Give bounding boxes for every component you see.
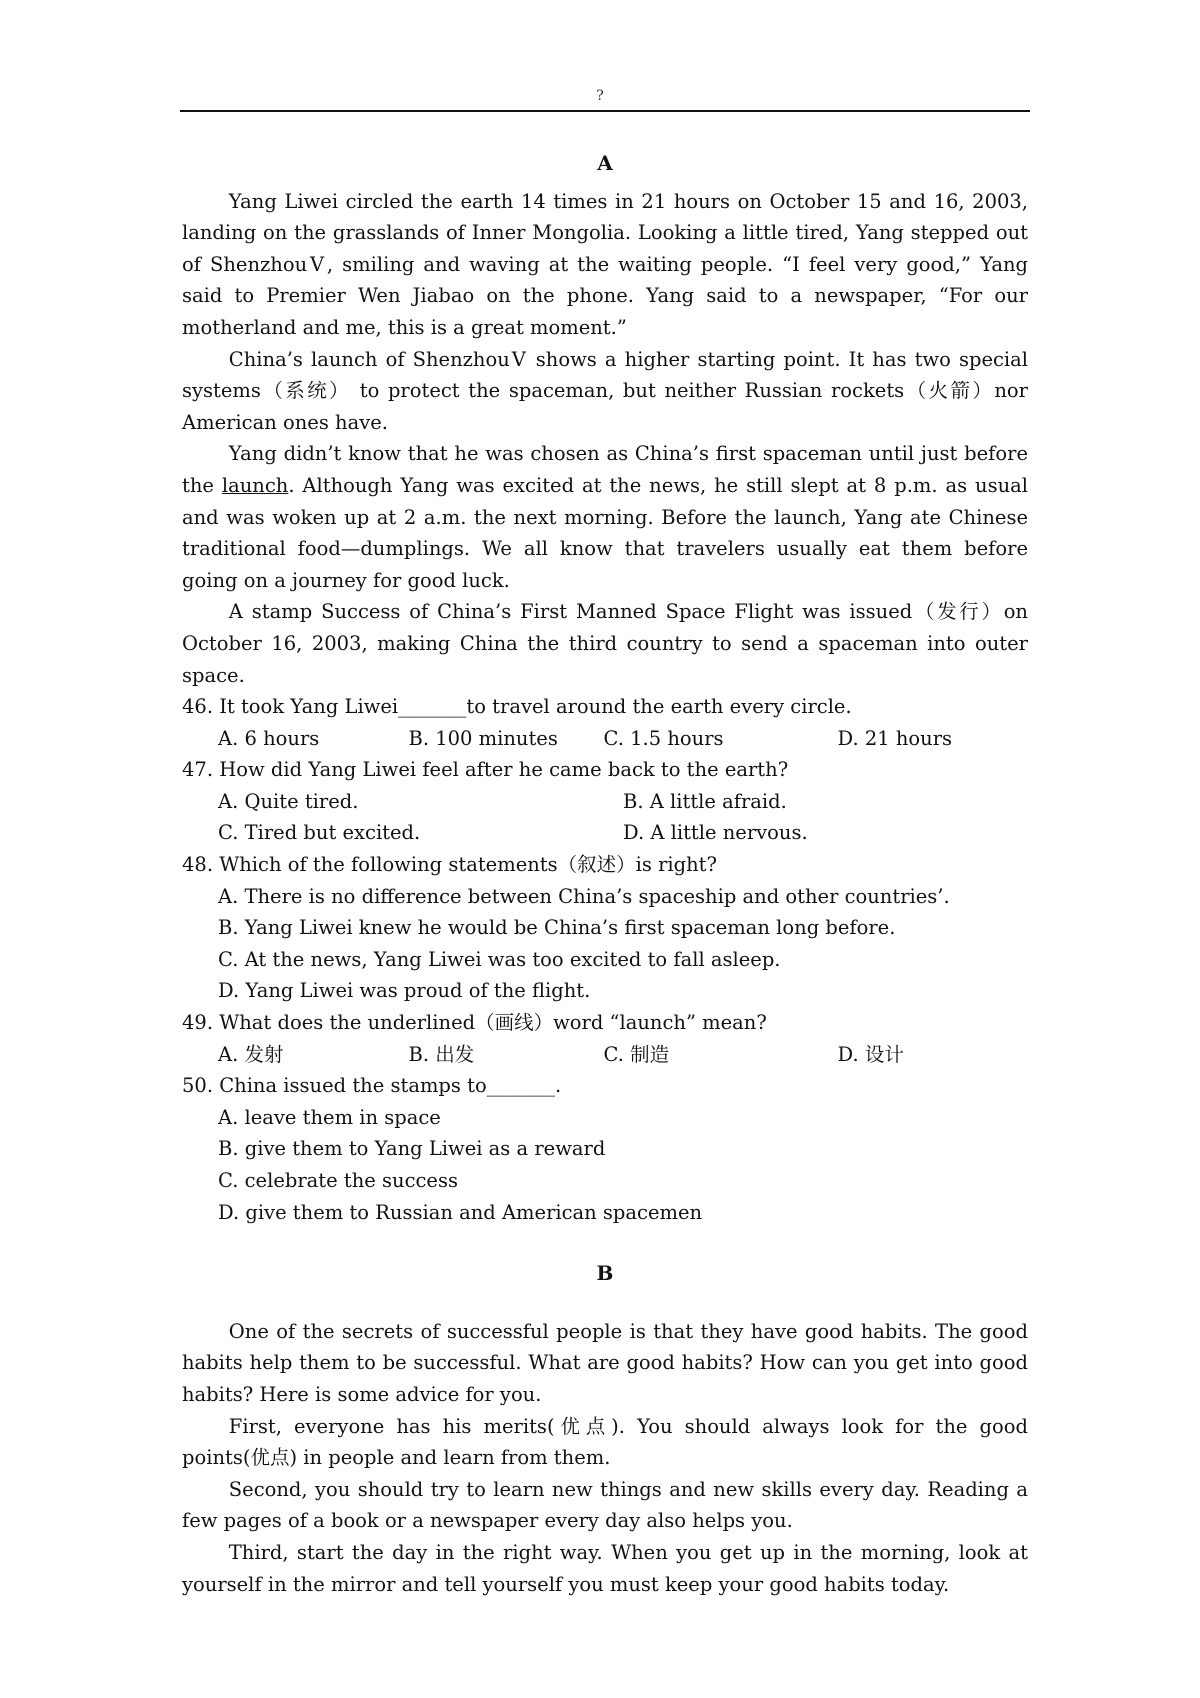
passage-b-paragraph-3: Second, you should try to learn new things and new skills every day. Reading a few pages of a book or a newspaper every day also helps you. xyxy=(182,1477,1028,1533)
question-47-options-row-1 xyxy=(182,786,1028,818)
option-c: C. celebrate the success xyxy=(218,1169,458,1192)
option-c: C. 制造 xyxy=(603,1042,670,1066)
paragraph-text: . Although Yang was excited at the news, he still slept at 8 p.m. as usual and was woken up at 2 a.m. the next morning. Before the launch, Yang ate Chinese traditional food—dumplings. We all know that travelers usually eat them before going on a journey for good luck. xyxy=(182,473,1028,592)
option-b: B. A little afraid. xyxy=(623,789,787,813)
option-d: D. A little nervous. xyxy=(623,821,808,845)
option-c: C. 1.5 hours xyxy=(603,726,724,750)
section-spacer xyxy=(182,1228,1028,1258)
option-d: D. give them to Russian and American spacemen xyxy=(218,1200,703,1224)
passage-b-paragraph-1: One of the secrets of successful people is that they have good habits. The good habits help them to be successful. What are good habits? How can you get into good habits? Here is some advice for you. xyxy=(182,1319,1028,1406)
question-47-options-row-2 xyxy=(182,817,1028,849)
header-mark: ? xyxy=(596,88,604,104)
option-b: B. 100 minutes xyxy=(408,726,558,750)
passage-b-paragraph-4: Third, start the day in the right way. When you get up in the morning, look at yourself in the mirror and tell yourself you must keep your good habits today. xyxy=(182,1540,1028,1596)
option-d: D. 21 hours xyxy=(837,726,953,750)
question-49-stem: 49. What does the underlined（画线）word “launch” mean? xyxy=(182,1011,767,1035)
question-46-stem: 46. It took Yang Liwei_______to travel around the earth every circle. xyxy=(182,695,852,719)
paragraph-text: Yang didn’t know that he was chosen as China’s first spaceman until just before the xyxy=(182,442,1028,497)
option-d: D. Yang Liwei was proud of the flight. xyxy=(218,979,591,1003)
header-rule xyxy=(180,110,1030,112)
passage-a-paragraph-2: China’s launch of ShenzhouⅤ shows a higher starting point. It has two special systems（系统） to protect the spaceman, but neither Russian rockets（火箭）nor American ones have. xyxy=(182,347,1028,434)
question-46-options xyxy=(182,723,1028,755)
option-d: D. 设计 xyxy=(837,1042,904,1066)
passage-a-paragraph-3 xyxy=(182,438,1028,596)
question-47-stem: 47. How did Yang Liwei feel after he came back to the earth? xyxy=(182,758,789,782)
underlined-word-launch: launch xyxy=(221,473,289,497)
option-a: A. 发射 xyxy=(218,1042,284,1066)
option-b: B. 出发 xyxy=(408,1042,475,1066)
page-content xyxy=(182,148,1028,1600)
section-b-title: B xyxy=(596,1261,614,1286)
question-49-options xyxy=(182,1039,1028,1071)
option-c: C. At the news, Yang Liwei was too excited to fall asleep. xyxy=(218,947,781,971)
section-spacer xyxy=(182,1296,1028,1316)
passage-b-paragraph-2: First, everyone has his merits(优点). You should always look for the good points(优点) in people and learn from them. xyxy=(182,1414,1028,1470)
option-b: B. Yang Liwei knew he would be China’s first spaceman long before. xyxy=(218,916,896,940)
option-c: C. Tired but excited. xyxy=(218,821,421,845)
option-a: A. There is no difference between China’s spaceship and other countries’. xyxy=(218,884,950,908)
option-b: B. give them to Yang Liwei as a reward xyxy=(218,1137,606,1161)
option-a: A. Quite tired. xyxy=(218,789,359,813)
question-48-stem: 48. Which of the following statements（叙述）is right? xyxy=(182,853,717,877)
question-50-stem: 50. China issued the stamps to_______. xyxy=(182,1074,562,1098)
passage-a-paragraph-1: Yang Liwei circled the earth 14 times in 21 hours on October 15 and 16, 2003, landing on the grasslands of Inner Mongolia. Looking a little tired, Yang stepped out of ShenzhouⅤ, smiling and waving at the waiting people. “I feel very good,” Yang said to Premier Wen Jiabao on the phone. Yang said to a newspaper, “For our motherland and me, this is a great moment.” xyxy=(182,189,1028,339)
option-a: A. leave them in space xyxy=(218,1105,441,1129)
section-a-title: A xyxy=(597,151,613,175)
passage-a-paragraph-4: A stamp Success of China’s First Manned Space Flight was issued（发行）on October 16, 2003, making China the third country to send a spaceman into outer space. xyxy=(182,600,1028,687)
option-a: A. 6 hours xyxy=(218,726,320,750)
